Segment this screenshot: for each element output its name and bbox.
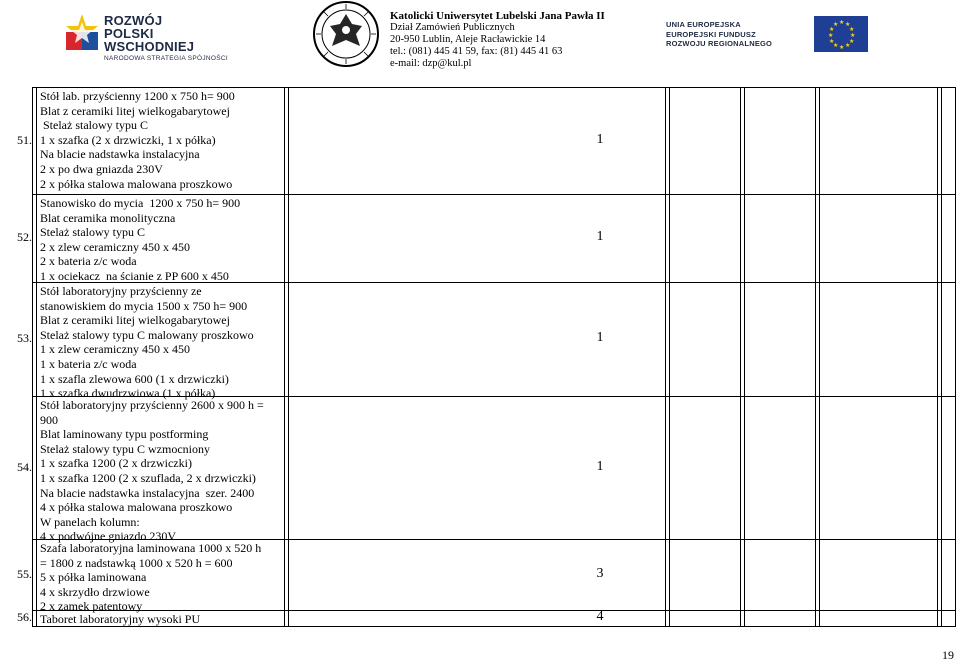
description-line: 4 x podwójne gniazdo 230V bbox=[40, 529, 176, 544]
svg-text:★: ★ bbox=[828, 32, 834, 39]
description-line: 2 x po dwa gniazda 230V bbox=[40, 161, 163, 176]
description-line: 1 x szafla zlewowa 600 (1 x drzwiczki) bbox=[40, 371, 229, 386]
rozwoj-polski-wschodniej-logo bbox=[64, 10, 244, 62]
university-address: 20-950 Lublin, Aleje Racławickie 14 bbox=[390, 34, 546, 45]
eu-logo-text bbox=[666, 20, 772, 49]
description-line: Stelaż stalowy typu C malowany proszkowo bbox=[40, 327, 254, 342]
description-line: Szafa laboratoryjna laminowana 1000 x 520 h bbox=[40, 541, 262, 555]
row-description bbox=[40, 541, 261, 614]
row-divider bbox=[32, 194, 956, 195]
row-quantity: 1 bbox=[596, 229, 604, 244]
eu-line-3: ROZWOJU REGIONALNEGO bbox=[666, 39, 773, 48]
description-line: W panelach kolumn: bbox=[40, 514, 140, 529]
logo-line-3: NARODOWA STRATEGIA SPÓJNOŚCI bbox=[104, 55, 228, 62]
document-header bbox=[0, 0, 960, 72]
row-quantity: 1 bbox=[596, 458, 604, 474]
column-rule bbox=[740, 87, 741, 627]
description-line: Stelaż stalowy typu C bbox=[40, 118, 148, 133]
column-rule bbox=[937, 87, 938, 627]
eu-line-1: UNIA EUROPEJSKA bbox=[666, 20, 741, 29]
svg-text:★: ★ bbox=[850, 32, 856, 39]
svg-text:★: ★ bbox=[829, 26, 835, 33]
description-line: 1 x zlew ceramiczny 450 x 450 bbox=[40, 342, 190, 357]
description-line: 4 x półka stalowa malowana proszkowo bbox=[40, 500, 233, 515]
row-description bbox=[40, 284, 254, 401]
svg-text:★: ★ bbox=[839, 19, 845, 26]
table-top-rule bbox=[32, 87, 956, 88]
description-line: Blat z ceramiki litej wielkogabarytowej bbox=[40, 103, 230, 118]
svg-text:★: ★ bbox=[845, 21, 851, 28]
row-number: 52. bbox=[17, 230, 32, 244]
svg-text:★: ★ bbox=[849, 38, 855, 45]
column-rule bbox=[284, 87, 285, 627]
description-line: Taboret laboratoryjny wysoki PU bbox=[40, 612, 201, 626]
column-rule bbox=[955, 87, 956, 627]
svg-text:★: ★ bbox=[849, 26, 855, 33]
description-line: Stelaż stalowy typu C wzmocniony bbox=[40, 441, 210, 456]
row-description bbox=[40, 398, 264, 544]
row-description bbox=[40, 89, 235, 191]
eu-line-2: EUROPEJSKI FUNDUSZ bbox=[666, 29, 756, 39]
logo-line-1: ROZWÓJ bbox=[104, 13, 163, 28]
description-line: 1 x szafka dwudrzwiowa (1 x półka) bbox=[40, 386, 216, 401]
svg-text:★: ★ bbox=[845, 42, 851, 49]
column-rule bbox=[665, 87, 666, 627]
description-line: Na blacie nadstawka instalacyjna bbox=[40, 147, 200, 162]
row-number: 55. bbox=[17, 566, 32, 581]
university-email: e-mail: dzp@kul.pl bbox=[390, 58, 472, 69]
row-quantity: 1 bbox=[596, 131, 604, 147]
description-line: 4 x skrzydło drzwiowe bbox=[40, 584, 150, 599]
description-line: 2 x zlew ceramiczny 450 x 450 bbox=[40, 239, 190, 254]
column-rule bbox=[819, 87, 820, 627]
description-line: Stół laboratoryjny przyścienny ze bbox=[40, 284, 202, 298]
description-line: 2 x bateria z/c woda bbox=[40, 254, 137, 269]
row-quantity: 1 bbox=[596, 330, 604, 345]
description-line: Stół laboratoryjny przyścienny 2600 x 900 h = bbox=[40, 398, 264, 412]
column-rule bbox=[669, 87, 670, 627]
column-rule bbox=[744, 87, 745, 627]
column-rule bbox=[32, 87, 33, 627]
row-number: 51. bbox=[17, 132, 32, 147]
description-line: Blat z ceramiki litej wielkogabarytowej bbox=[40, 313, 230, 328]
description-line: Stanowisko do mycia 1200 x 750 h= 900 bbox=[40, 196, 241, 210]
description-line: 1 x szafka 1200 (2 x szuflada, 2 x drzwiczki) bbox=[40, 470, 256, 485]
description-line: stanowiskiem do mycia 1500 x 750 h= 900 bbox=[40, 298, 248, 313]
description-line: = 1800 z nadstawką 1000 x 520 h = 600 bbox=[40, 555, 233, 570]
eu-fund-logo bbox=[666, 16, 866, 56]
svg-text:★: ★ bbox=[829, 38, 835, 45]
logo-line-2: POLSKI WSCHODNIEJ bbox=[104, 26, 195, 54]
row-number: 53. bbox=[17, 331, 32, 345]
description-line: 1 x szafka (2 x drzwiczki, 1 x półka) bbox=[40, 132, 216, 147]
column-rule bbox=[941, 87, 942, 627]
column-rule bbox=[288, 87, 289, 627]
svg-text:★: ★ bbox=[833, 42, 839, 49]
row-description bbox=[40, 612, 200, 627]
description-line: Blat laminowany typu postforming bbox=[40, 427, 209, 442]
university-phone: tel.: (081) 445 41 59, fax: (81) 445 41 63 bbox=[390, 46, 563, 57]
description-line: 1 x ociekacz na ścianie z PP 600 x 450 bbox=[40, 268, 229, 283]
description-line: 1 x bateria z/c woda bbox=[40, 356, 137, 371]
department-name: Dział Zamówień Publicznych bbox=[390, 22, 515, 33]
rozwoj-logo-text bbox=[104, 14, 244, 62]
university-seal-icon bbox=[312, 0, 380, 68]
row-number: 54. bbox=[17, 459, 32, 474]
description-line: 2 x zamek patentowy bbox=[40, 599, 143, 614]
column-rule bbox=[815, 87, 816, 627]
university-contact-block bbox=[390, 10, 605, 70]
svg-text:★: ★ bbox=[833, 21, 839, 28]
row-description bbox=[40, 196, 240, 284]
column-rule bbox=[36, 87, 37, 627]
description-line: Stół lab. przyścienny 1200 x 750 h= 900 bbox=[40, 89, 235, 103]
svg-text:★: ★ bbox=[839, 44, 845, 51]
description-line: Blat ceramika monolityczna bbox=[40, 210, 176, 225]
row-quantity: 4 bbox=[596, 609, 604, 624]
description-line: 2 x półka stalowa malowana proszkowo bbox=[40, 176, 233, 191]
description-line: Stelaż stalowy typu C bbox=[40, 225, 145, 240]
row-number: 56. bbox=[17, 610, 32, 624]
page-number: 19 bbox=[942, 648, 954, 662]
description-line: 1 x szafka 1200 (2 x drzwiczki) bbox=[40, 456, 192, 471]
star-logo-icon bbox=[64, 12, 100, 52]
university-name: Katolicki Uniwersytet Lubelski Jana Pawła II bbox=[390, 10, 605, 22]
eu-flag-icon bbox=[814, 16, 868, 52]
row-quantity: 3 bbox=[596, 565, 604, 581]
description-line: Na blacie nadstawka instalacyjna szer. 2400 bbox=[40, 485, 255, 500]
description-line: 900 bbox=[40, 412, 58, 427]
description-line: 5 x półka laminowana bbox=[40, 570, 147, 585]
